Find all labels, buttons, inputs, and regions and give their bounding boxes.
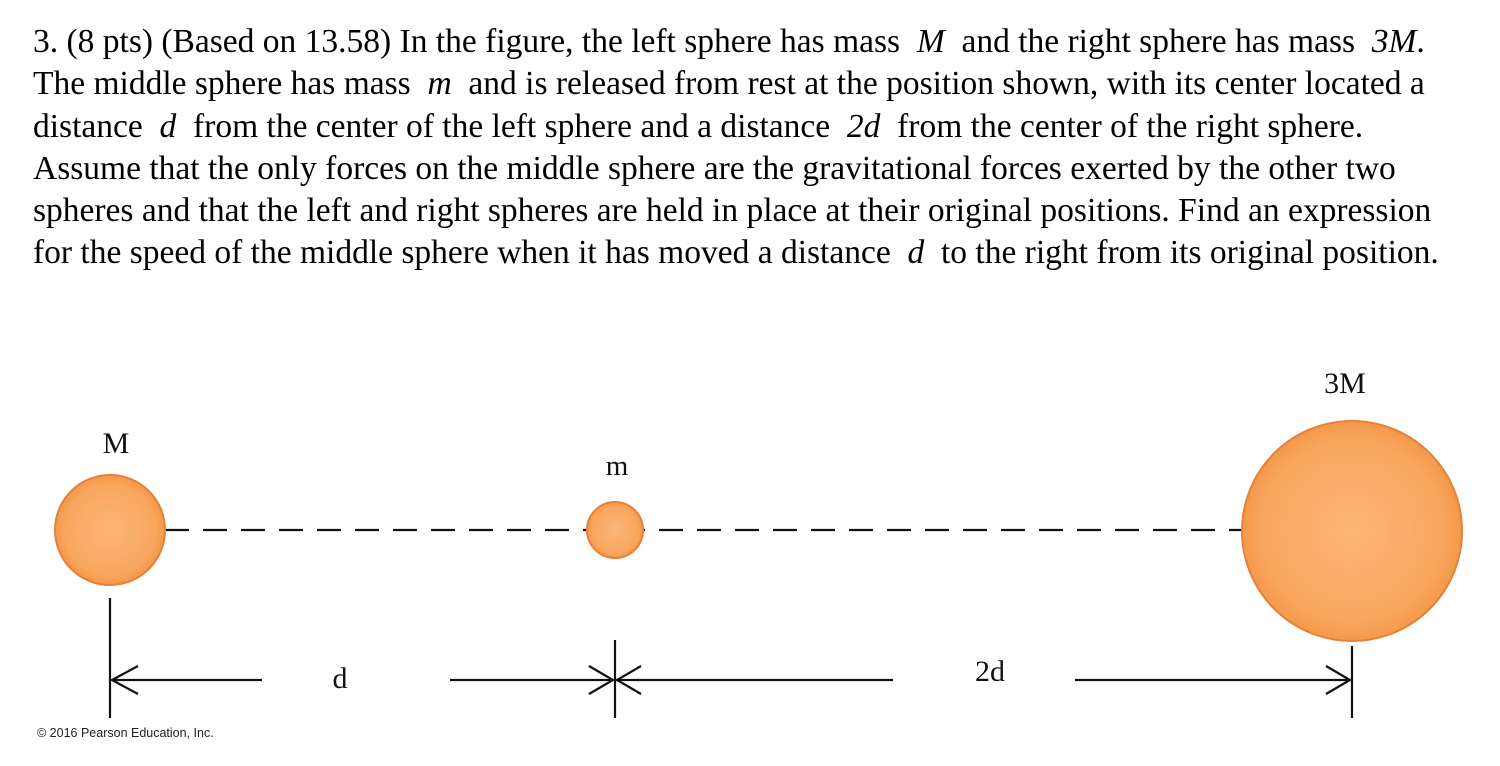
right-sphere: [1242, 421, 1462, 641]
left-sphere-label: M: [102, 427, 130, 460]
middle-sphere: [587, 502, 643, 558]
distance-label-d: d: [332, 662, 348, 695]
var-distance-2d: 2d: [846, 107, 881, 145]
problem-text-7: to the right from its original position.: [940, 234, 1439, 272]
problem-text-1: In the figure, the left sphere has mass: [399, 23, 901, 60]
problem-text-5: from the center of the left sphere and a distance: [193, 107, 831, 145]
right-sphere-label: 3M: [1324, 367, 1366, 400]
problem-number: 3.: [33, 23, 59, 60]
problem-source: (Based on 13.58): [161, 23, 392, 60]
middle-sphere-label: m: [605, 450, 629, 482]
problem-points: (8 pts): [66, 23, 154, 60]
var-distance-d: d: [159, 107, 177, 145]
left-sphere: [55, 475, 165, 585]
var-left-mass: M: [916, 23, 945, 60]
var-right-mass: 3M: [1371, 23, 1417, 60]
distance-label-2d: 2d: [975, 655, 1005, 688]
copyright-notice: © 2016 Pearson Education, Inc.: [37, 726, 214, 740]
problem-text-3: . The middle sphere has mass: [33, 23, 1425, 103]
problem-text-4: and is released from rest at the position shown, with its center located a distance: [33, 65, 1425, 145]
problem-text-6: from the center of the right sphere. Assume that the only forces on the middle sphere are the gravitational forces exerted by the other two spheres and that the left and right spheres are held in place at their original positions. Find an expression for the speed of the middle sphere when it has moved a distance: [33, 107, 1432, 272]
problem-text-2: and the right sphere has mass: [961, 23, 1356, 60]
var-move-distance-d: d: [907, 234, 925, 272]
var-middle-mass: m: [427, 65, 452, 103]
